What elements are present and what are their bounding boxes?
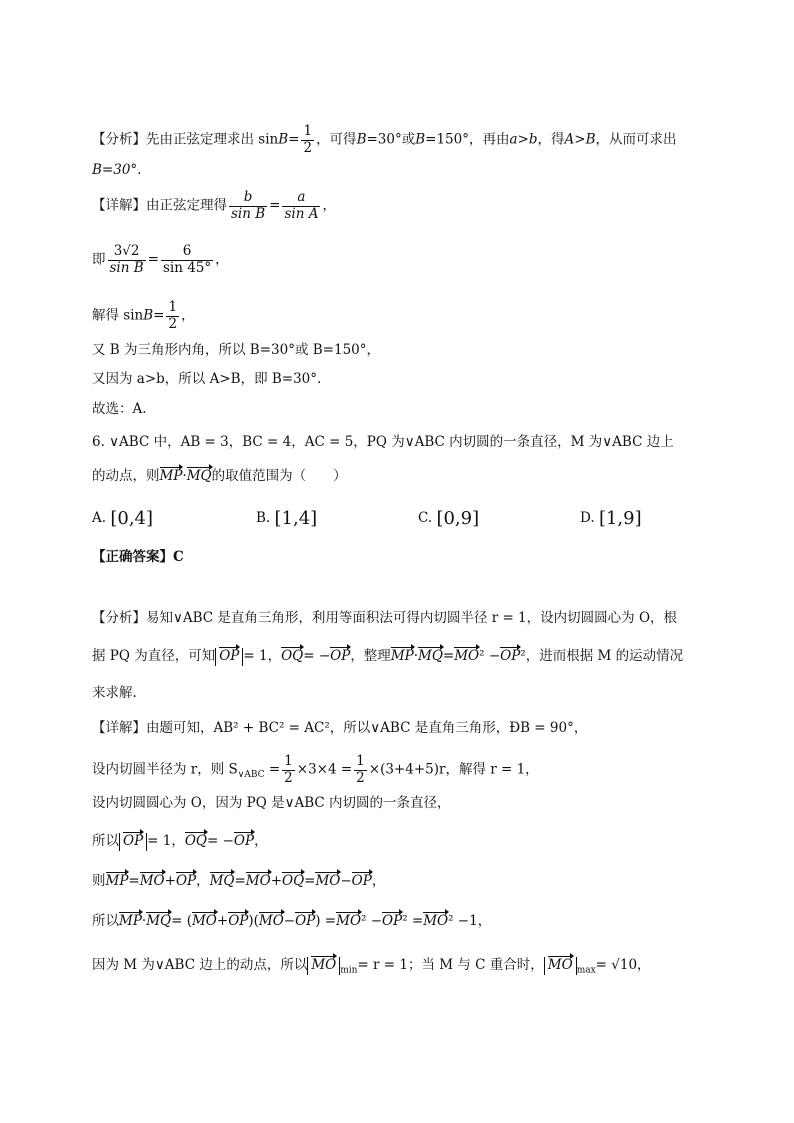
text: 所以: [92, 833, 119, 849]
denominator: 2: [303, 139, 313, 156]
text: ，: [254, 833, 268, 849]
vector: OP: [351, 873, 372, 889]
vector: MO: [191, 913, 217, 929]
denominator: sin B: [109, 259, 144, 276]
question-6-line-2: [92, 470, 347, 484]
text: ，整理: [350, 648, 391, 664]
option-label: D.: [580, 510, 595, 526]
text: ² =: [402, 913, 424, 929]
text: B: [278, 131, 289, 148]
option-value: [1,9]: [598, 508, 642, 529]
vector: OP: [295, 913, 316, 929]
text: 解得 sin: [92, 307, 144, 324]
option-value: [0,4]: [110, 508, 154, 529]
vector: OP: [500, 648, 521, 664]
numerator: b: [229, 190, 267, 207]
subscript: min: [340, 965, 358, 976]
abs-value: [215, 648, 243, 666]
vector: MO: [315, 873, 341, 889]
numerator: 1: [303, 123, 313, 139]
text: ² −: [361, 913, 383, 929]
text: A>B: [564, 131, 596, 148]
fraction: [282, 754, 295, 786]
option-c[interactable]: [418, 510, 479, 528]
text: ，: [181, 307, 195, 324]
text: = 1，: [243, 648, 282, 664]
option-value: [0,9]: [436, 508, 480, 529]
fraction: [229, 190, 267, 222]
text: =: [147, 251, 159, 268]
text: 即: [92, 251, 106, 268]
text: 据 PQ 为直径，可知: [92, 648, 216, 664]
detail-line-5: 又因为 a>b，所以 A>B，即 B=30°.: [92, 371, 322, 387]
vector: MO: [258, 913, 284, 929]
detail-line-4: 又 B 为三角形内角，所以 B=30°或 B=150°，: [92, 342, 380, 358]
text: ) =: [315, 913, 337, 929]
text: = (: [171, 913, 192, 929]
text: =30°或: [366, 131, 416, 148]
detail-6-line-2: [92, 754, 539, 786]
option-label: C.: [418, 510, 433, 526]
vector: MQ: [186, 468, 212, 484]
text: ·: [141, 913, 147, 929]
text: +: [164, 873, 176, 889]
denominator: 2: [168, 315, 178, 332]
abs-value: [307, 957, 340, 975]
detail-6-line-1: 【详解】由题可知，AB² + BC² = AC²，所以∨ABC 是直角三角形，ÐB = 90°，: [92, 720, 588, 736]
vector: OP: [219, 648, 240, 664]
options-row: [92, 510, 692, 530]
text: =: [264, 761, 281, 778]
vector: OP: [228, 913, 249, 929]
vector: OP: [330, 648, 351, 664]
text: 所以: [92, 913, 119, 929]
vector: MP: [159, 468, 183, 484]
numerator: 1: [356, 753, 365, 769]
text: ·: [182, 468, 187, 484]
analysis-6-line-1: 【分析】易知∨ABC 是直角三角形，利用等面积法可得内切圆半径 r = 1，设内切圆圆心为 O，根: [92, 610, 678, 626]
subscript: ∨ABC: [237, 770, 265, 781]
detail-line-1: [92, 190, 336, 222]
subscript: max: [576, 965, 596, 976]
analysis-line-2: B=30°.: [92, 162, 142, 178]
text: ，从而可求出: [595, 131, 677, 148]
text: = −: [303, 648, 331, 664]
text: =: [304, 873, 316, 889]
text: =: [442, 648, 455, 664]
question-6-line-1: 6. ∨ABC 中，AB = 3，BC = 4，AC = 5，PQ 为∨ABC 内切圆的一条直径，M 为∨ABC 边上: [92, 434, 674, 450]
abs-value: [119, 833, 147, 851]
vector: MP: [390, 648, 414, 664]
fraction: [354, 754, 367, 786]
vector: OP: [123, 833, 144, 849]
text: = 1，: [147, 833, 185, 849]
denominator: 2: [284, 769, 293, 786]
text: )(: [248, 913, 259, 929]
text: B: [143, 307, 154, 324]
fraction: [108, 244, 146, 276]
text: a>b: [509, 131, 538, 148]
vector: OP: [175, 873, 197, 889]
text: B: [415, 131, 426, 148]
detail-line-2: [92, 244, 229, 276]
fraction: [166, 300, 179, 332]
detail-line-3: [92, 300, 195, 332]
vector: MQ: [146, 913, 172, 929]
text: =: [269, 197, 281, 214]
detail-line-6: 故选：A.: [92, 401, 147, 417]
vector: MO: [245, 873, 271, 889]
text: B: [356, 131, 367, 148]
option-value: [1,4]: [274, 508, 318, 529]
text: ·: [413, 648, 419, 664]
text: 的取值范围为（ ）: [211, 468, 347, 484]
text: −: [340, 873, 352, 889]
text: ，: [322, 197, 336, 214]
detail-6-line-4: [92, 833, 268, 851]
text: 【分析】先由正弦定理求出 sin: [92, 131, 279, 148]
analysis-6-line-2: [92, 648, 683, 666]
abs-value: [544, 957, 577, 975]
text: +: [270, 873, 282, 889]
text: =150°，再由: [425, 131, 510, 148]
vector: OQ: [281, 648, 304, 664]
option-a[interactable]: [92, 510, 153, 528]
text: = √10，: [595, 957, 651, 973]
text: =: [128, 873, 140, 889]
denominator: sin B: [231, 205, 266, 222]
correct-answer: 【正确答案】C: [92, 549, 184, 565]
vector: MO: [423, 913, 449, 929]
text: 的动点，则: [92, 468, 160, 484]
text: ，得: [537, 131, 565, 148]
option-d[interactable]: [580, 510, 642, 528]
text: =: [288, 131, 300, 148]
vector: MO: [311, 957, 337, 973]
vector: MO: [139, 873, 165, 889]
text: ×3×4 =: [296, 761, 353, 778]
detail-6-line-6: [92, 915, 491, 929]
text: ，可得: [316, 131, 357, 148]
vector: OQ: [282, 873, 305, 889]
text: 设内切圆半径为 r，则 S: [92, 761, 238, 778]
vector: MO: [336, 913, 362, 929]
numerator: 1: [284, 753, 293, 769]
vector: MP: [105, 873, 129, 889]
option-label: A.: [92, 510, 107, 526]
detail-6-line-7: [92, 957, 651, 976]
denominator: sin 45°: [162, 259, 212, 276]
fraction: [282, 190, 320, 222]
vector: OP: [233, 833, 255, 849]
fraction: [161, 244, 213, 276]
analysis-6-line-3: 来求解.: [92, 685, 137, 701]
vector: MQ: [209, 873, 235, 889]
text: =: [153, 307, 165, 324]
vector: OQ: [184, 833, 207, 849]
text: +: [216, 913, 229, 929]
detail-6-line-3: 设内切圆圆心为 O，因为 PQ 是∨ABC 内切圆的一条直径，: [92, 795, 451, 811]
detail-6-line-5: [92, 875, 385, 889]
text: = −: [207, 833, 234, 849]
vector: MP: [119, 913, 142, 929]
option-label: B.: [256, 510, 271, 526]
vector: MQ: [418, 648, 443, 664]
text: ，: [371, 873, 386, 889]
numerator: 3√2: [108, 244, 146, 261]
vector: OP: [382, 913, 403, 929]
numerator: a: [282, 190, 320, 207]
analysis-line-1: [92, 124, 677, 156]
text: ²，进而根据 M 的运动情况: [520, 648, 684, 664]
denominator: 2: [356, 769, 365, 786]
text: ×(3+4+5)r，解得 r = 1，: [368, 761, 539, 778]
text: ² −: [479, 648, 501, 664]
text: ² −1，: [448, 913, 492, 929]
text: −: [283, 913, 296, 929]
text: =: [234, 873, 246, 889]
text: ，: [196, 873, 210, 889]
text: 因为 M 为∨ABC 边上的动点，所以: [92, 957, 308, 973]
text: 【详解】由正弦定理得: [92, 197, 227, 214]
vector: MO: [454, 648, 480, 664]
text: = r = 1；当 M 与 C 重合时，: [357, 957, 544, 973]
numerator: 6: [161, 244, 213, 261]
option-b[interactable]: [256, 510, 317, 528]
fraction: [301, 124, 314, 156]
text: 则: [92, 873, 106, 889]
text: ，: [215, 251, 229, 268]
vector: MO: [547, 957, 573, 973]
numerator: 1: [168, 299, 178, 315]
denominator: sin A: [284, 205, 319, 222]
